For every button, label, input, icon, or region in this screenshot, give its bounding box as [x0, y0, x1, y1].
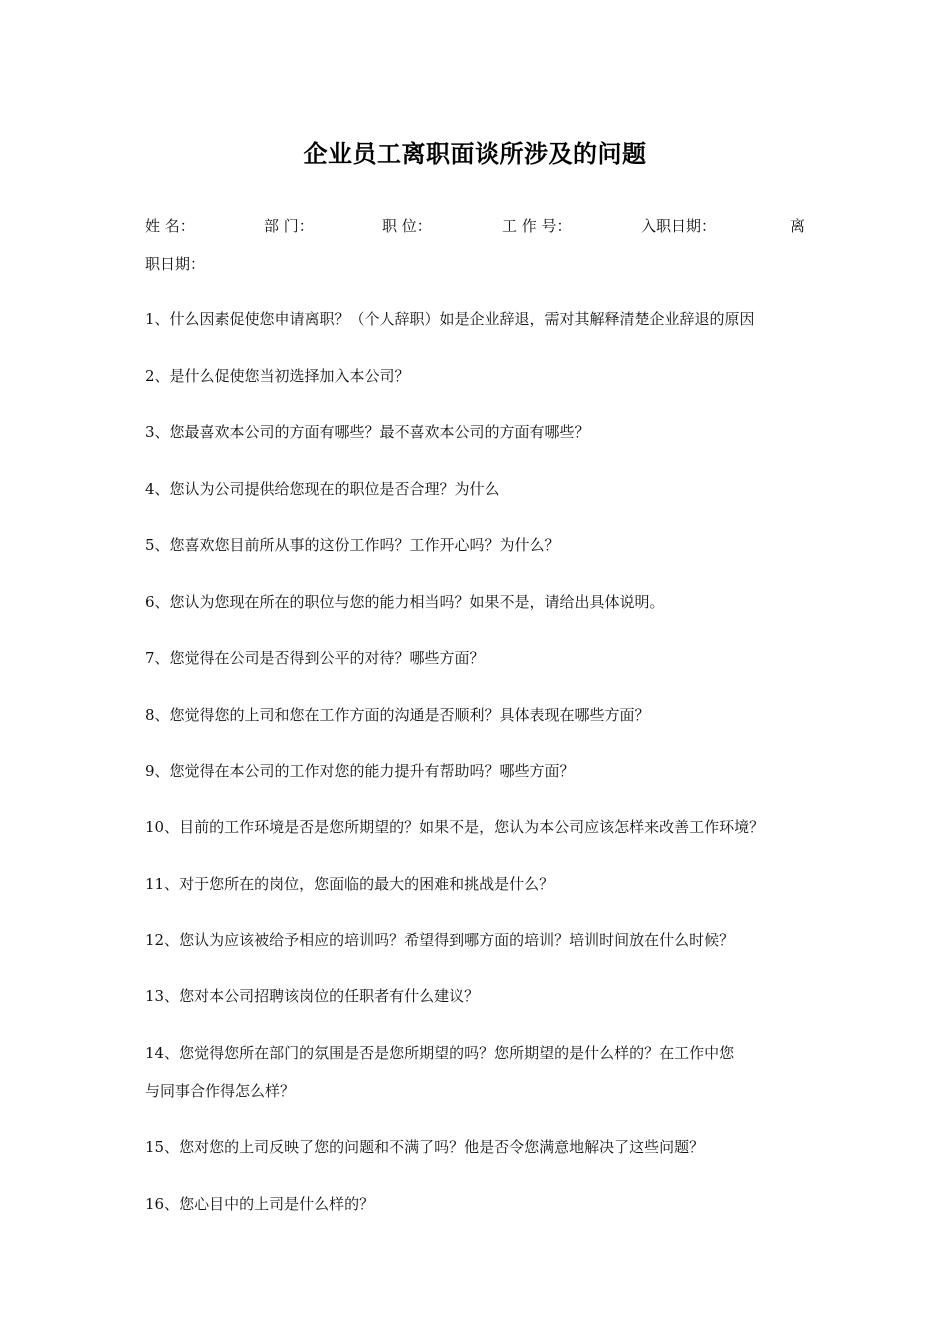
question-11: 11、对于您所在的岗位，您面临的最大的困难和挑战是什么？	[145, 875, 555, 893]
question-7: 7、您觉得在公司是否得到公平的对待？哪些方面？	[145, 649, 485, 667]
question-5: 5、您喜欢您目前所从事的这份工作吗？工作开心吗？为什么？	[145, 536, 560, 554]
name-label: 姓 名：	[145, 217, 195, 235]
hire-date-label: 入职日期：	[641, 217, 717, 235]
department-label: 部 门：	[264, 217, 314, 235]
question-4: 4、您认为公司提供给您现在的职位是否合理？为什么	[145, 480, 500, 498]
question-1: 1、什么因素促使您申请离职？（个人辞职）如是企业辞退，需对其解释清楚企业辞退的原因	[145, 310, 755, 328]
question-6: 6、您认为您现在所在的职位与您的能力相当吗？如果不是，请给出具体说明。	[145, 593, 665, 611]
question-13: 13、您对本公司招聘该岗位的任职者有什么建议？	[145, 987, 480, 1005]
question-2: 2、是什么促使您当初选择加入本公司？	[145, 367, 410, 385]
question-15: 15、您对您的上司反映了您的问题和不满了吗？他是否令您满意地解决了这些问题？	[145, 1138, 705, 1156]
employee-info-row	[145, 215, 807, 237]
question-8: 8、您觉得您的上司和您在工作方面的沟通是否顺利？具体表现在哪些方面？	[145, 706, 650, 724]
leave-date-label-end: 职日期：	[145, 255, 206, 273]
employee-id-label: 工 作 号：	[502, 217, 572, 235]
question-12: 12、您认为应该被给予相应的培训吗？希望得到哪方面的培训？培训时间放在什么时候？	[145, 931, 735, 949]
question-14-continued: 与同事合作得怎么样？	[145, 1082, 296, 1100]
leave-date-label-start: 离	[790, 217, 806, 235]
question-10: 10、目前的工作环境是否是您所期望的？如果不是，您认为本公司应该怎样来改善工作环境？	[145, 818, 765, 836]
page-title: 企业员工离职面谈所涉及的问题	[303, 140, 647, 168]
question-3: 3、您最喜欢本公司的方面有哪些？最不喜欢本公司的方面有哪些？	[145, 423, 590, 441]
question-14: 14、您觉得您所在部门的氛围是否是您所期望的吗？您所期望的是什么样的？在工作中您	[145, 1044, 735, 1062]
question-9: 9、您觉得在本公司的工作对您的能力提升有帮助吗？哪些方面？	[145, 762, 575, 780]
question-16: 16、您心目中的上司是什么样的？	[145, 1195, 375, 1213]
position-label: 职 位：	[382, 217, 432, 235]
